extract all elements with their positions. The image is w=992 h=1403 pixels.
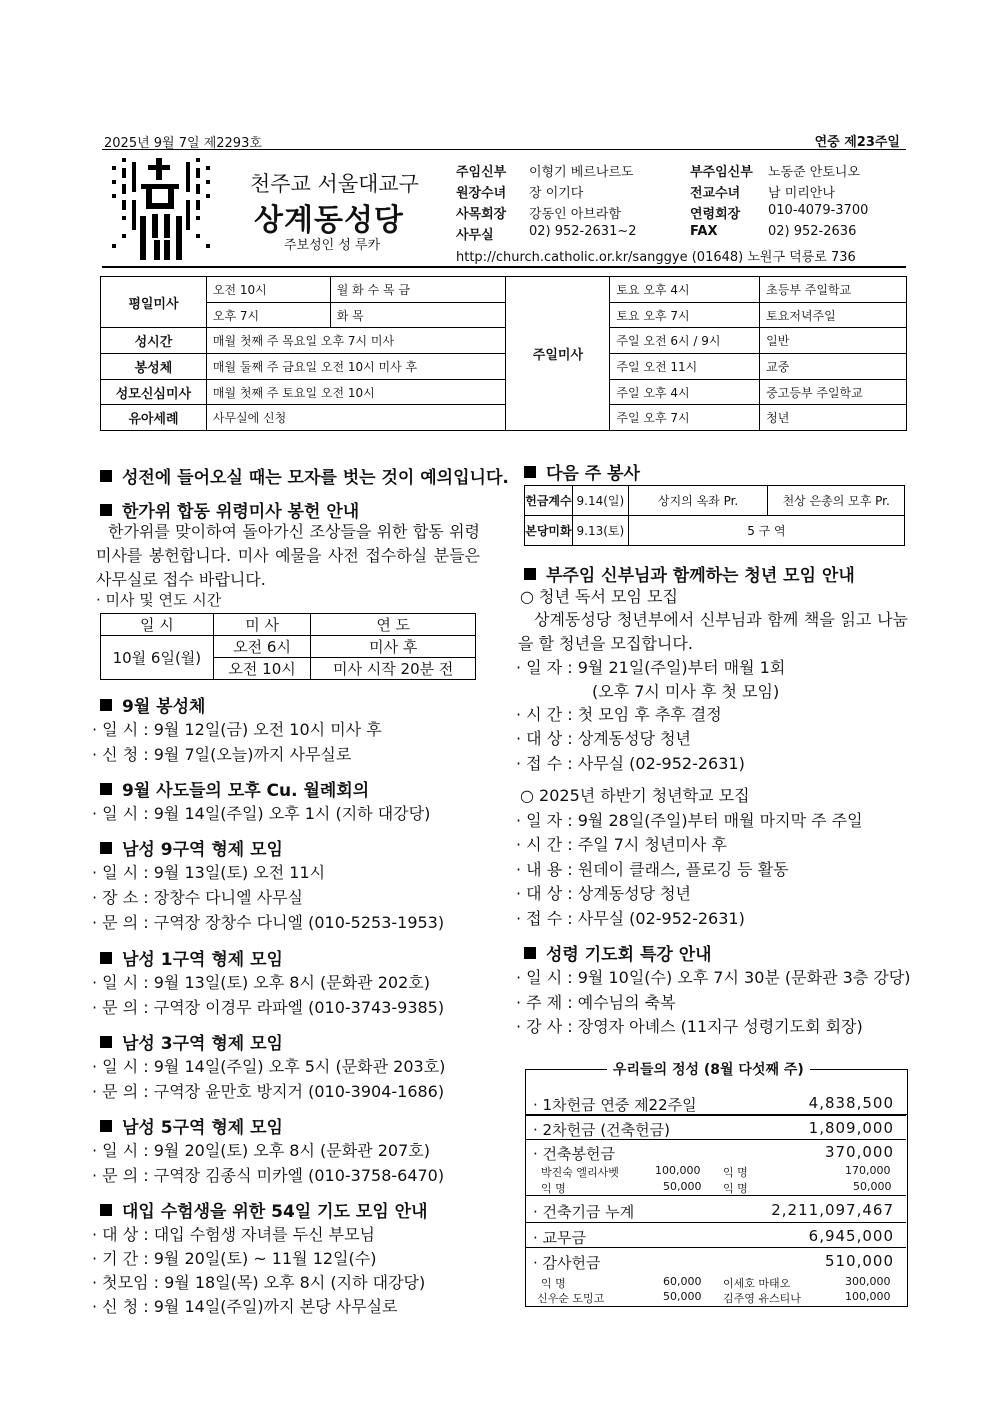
- donor-amount: 300,000: [845, 1275, 891, 1288]
- info-line: · 일 시 : 9월 10일(수) 오후 7시 30분 (문화관 3층 강당): [516, 968, 911, 987]
- sunday-time: 토요 오후 4시: [610, 277, 760, 303]
- offering-amount: 4,838,500: [808, 1094, 894, 1112]
- table-cell: 9.14(일): [572, 486, 628, 516]
- table-cell: 헌금계수: [525, 486, 573, 516]
- date-issue: 2025년 9월 7일 제2293호: [104, 136, 262, 151]
- info-label: 연령회장: [690, 207, 741, 222]
- info-value: 강동인 아브라함: [529, 207, 622, 222]
- sub-heading: ○ 청년 독서 모임 모집: [520, 587, 678, 606]
- offering-row: [525, 1089, 906, 1116]
- mass-schedule-table: [100, 276, 907, 431]
- offering-row: [525, 1223, 906, 1248]
- donor-name: 김주영 유스티나: [723, 1292, 801, 1305]
- sunday-time: 주일 오후 7시: [610, 405, 760, 431]
- square-bullet-icon: [100, 1036, 112, 1048]
- service-table: [524, 485, 905, 546]
- info-value: 노동준 안토니오: [768, 165, 861, 180]
- info-value: 남 미리안나: [768, 186, 835, 201]
- table-header: 일 시: [101, 614, 214, 636]
- sub-heading: ○ 2025년 하반기 청년학교 모집: [520, 786, 750, 805]
- info-line: · 시 간 : 첫 모임 후 추후 결정: [516, 705, 722, 724]
- eucharist-label: 봉성체: [101, 354, 207, 380]
- info-line: · 내 용 : 원데이 클래스, 플로깅 등 활동: [516, 860, 789, 879]
- offering-label: · 건축봉헌금: [533, 1145, 615, 1163]
- section-heading: 남성 3구역 형제 모임: [100, 1029, 283, 1054]
- square-bullet-icon: [100, 504, 112, 516]
- info-label: 원장수녀: [456, 186, 507, 201]
- offering-amount: 1,809,000: [808, 1119, 894, 1137]
- offering-label: · 2차헌금 (건축헌금): [533, 1121, 670, 1139]
- patron-saint: 주보성인 성 루카: [284, 238, 381, 253]
- donor-amount: 100,000: [845, 1290, 891, 1303]
- table-cell: 오전 10시: [213, 658, 311, 680]
- square-bullet-icon: [524, 947, 536, 959]
- table-cell: 5 구 역: [628, 516, 904, 546]
- info-line: · 일 시 : 9월 13일(토) 오후 8시 (문화관 202호): [92, 973, 430, 992]
- offering-label: · 감사헌금: [533, 1254, 601, 1272]
- sunday-time: 토요 오후 7시: [610, 302, 760, 328]
- donor-amount: 100,000: [655, 1164, 701, 1177]
- donor-amount: 50,000: [663, 1180, 702, 1193]
- section-heading: 다음 주 봉사: [524, 459, 640, 484]
- bulletin-header: [102, 150, 906, 268]
- square-bullet-icon: [100, 1204, 112, 1216]
- donor-amount: 50,000: [663, 1290, 702, 1303]
- section-heading: 남성 5구역 형제 모임: [100, 1113, 283, 1138]
- paragraph: 상계동성당 청년부에서 신부님과 함께 책을 읽고 나눔을 할 청년을 모집합니다.: [518, 610, 908, 653]
- section-heading: 성령 기도회 특강 안내: [524, 940, 712, 965]
- info-line: · 첫모임 : 9월 18일(목) 오후 8시 (지하 대강당): [92, 1273, 426, 1292]
- offering-amount: 370,000: [824, 1143, 894, 1161]
- info-line: · 일 시 : 9월 14일(주일) 오후 5시 (문화관 203호): [92, 1057, 446, 1076]
- mary-mass: 매월 첫째 주 토요일 오전 10시: [206, 379, 506, 405]
- sunday-who: 중고등부 주일학교: [760, 379, 907, 405]
- square-bullet-icon: [100, 842, 112, 854]
- info-line: · 대 상 : 상계동성당 청년: [516, 729, 692, 748]
- info-line: (오후 7시 미사 후 첫 모임): [592, 682, 780, 701]
- holy-hour-label: 성시간: [101, 328, 207, 354]
- info-value: 이형기 베르나르도: [529, 165, 634, 180]
- info-line: · 문 의 : 구역장 장창수 다니엘 (010-5253-1953): [92, 913, 445, 932]
- info-line: · 신 청 : 9월 7일(오늘)까지 사무실로: [92, 745, 352, 764]
- section-heading: 대입 수험생을 위한 54일 기도 모임 안내: [100, 1197, 428, 1222]
- infant-baptism-label: 유아세례: [101, 405, 207, 431]
- info-label: 전교수녀: [690, 186, 741, 201]
- section-heading: 한가위 합동 위령미사 봉헌 안내: [100, 497, 359, 522]
- section-heading: 성전에 들어오실 때는 모자를 벗는 것이 예의입니다.: [100, 463, 509, 488]
- table-cell: 상지의 옥좌 Pr.: [628, 486, 768, 516]
- top-line: [102, 130, 906, 150]
- square-bullet-icon: [100, 1120, 112, 1132]
- table-cell: 10월 6일(월): [101, 636, 214, 680]
- weekday-pm-days: 화 목: [330, 302, 506, 328]
- info-label: 주임신부: [456, 165, 507, 180]
- weekday-am: 오전 10시: [206, 277, 330, 303]
- info-line: · 장 소 : 장창수 다니엘 사무실: [92, 888, 304, 907]
- section-heading: 남성 1구역 형제 모임: [100, 945, 283, 970]
- table-cell: 오전 6시: [213, 636, 311, 658]
- offering-row: [525, 1196, 906, 1223]
- offering-row: [525, 1116, 906, 1140]
- info-label: 사목회장: [456, 207, 507, 222]
- offering-amount: 2,211,097,467: [771, 1201, 894, 1219]
- weekday-pm: 오후 7시: [206, 302, 330, 328]
- info-line: · 일 시 : 9월 13일(토) 오전 11시: [92, 863, 326, 882]
- table-cell: 천상 은총의 모후 Pr.: [768, 486, 905, 516]
- paragraph: 한가위를 맞이하여 돌아가신 조상들을 위한 합동 위령미사를 봉헌합니다. 미사 예물을 사전 접수하실 분들은 사무실로 접수 바랍니다.: [96, 522, 480, 589]
- square-bullet-icon: [100, 699, 112, 711]
- donor-name: 익 명: [541, 1182, 566, 1195]
- diocese-title: 천주교 서울대교구: [250, 172, 419, 196]
- eucharist: 매월 둘째 주 금요일 오전 10시 미사 후: [206, 354, 506, 380]
- liturgical-sunday: 연중 제23주일: [814, 135, 900, 150]
- info-line: · 강 사 : 장영자 아녜스 (11지구 성령기도회 회장): [516, 1017, 863, 1036]
- info-label: 부주임신부: [690, 165, 753, 180]
- info-value: 02) 952-2636: [768, 224, 857, 239]
- info-line: · 일 자 : 9월 28일(주일)부터 매월 마지막 주 주일: [516, 811, 863, 830]
- donor-name: 신우순 도밍고: [537, 1292, 605, 1305]
- donor-amount: 170,000: [845, 1164, 891, 1177]
- sub-heading: · 미사 및 연도 시간: [96, 591, 222, 609]
- donor-name: 이세호 마태오: [723, 1277, 791, 1290]
- square-bullet-icon: [100, 470, 112, 482]
- info-label: FAX: [690, 224, 718, 239]
- table-cell: 미사 시작 20분 전: [311, 658, 476, 680]
- sunday-time: 주일 오전 6시 / 9시: [610, 328, 760, 354]
- weekday-am-days: 월 화 수 목 금: [330, 277, 506, 303]
- donor-amount: 60,000: [663, 1275, 702, 1288]
- offering-label: · 건축기금 누계: [533, 1203, 635, 1221]
- square-bullet-icon: [100, 952, 112, 964]
- table-cell: 본당미화: [525, 516, 573, 546]
- sunday-who: 청년: [760, 405, 907, 431]
- info-line: · 대 상 : 상계동성당 청년: [516, 884, 692, 903]
- info-line: · 접 수 : 사무실 (02-952-2631): [516, 909, 745, 928]
- offering-row: [525, 1248, 906, 1306]
- sunday-mass-label: 주일미사: [506, 277, 610, 431]
- sunday-who: 토요저녁주일: [760, 302, 907, 328]
- offering-amount: 6,945,000: [808, 1227, 894, 1245]
- info-line: · 기 간 : 9월 20일(토) ~ 11월 12일(수): [92, 1249, 377, 1268]
- info-line: · 문 의 : 구역장 김종식 미카엘 (010-3758-6470): [92, 1166, 445, 1185]
- info-value: 02) 952-2631~2: [529, 224, 637, 239]
- info-line: · 일 시 : 9월 12일(금) 오전 10시 미사 후: [92, 720, 382, 739]
- info-value: 010-4079-3700: [768, 203, 869, 218]
- church-name: 상계동성당: [254, 203, 404, 238]
- sunday-who: 교중: [760, 354, 907, 380]
- offering-row: [525, 1140, 906, 1196]
- offering-rows: [525, 1069, 908, 1307]
- church-logo-icon: [108, 156, 216, 264]
- sunday-time: 주일 오전 11시: [610, 354, 760, 380]
- offering-label: · 1차헌금 연중 제22주일: [533, 1096, 697, 1114]
- section-heading: 남성 9구역 형제 모임: [100, 835, 283, 860]
- info-line: · 일 시 : 9월 20일(토) 오후 8시 (문화관 207호): [92, 1141, 430, 1160]
- memorial-mass-table: [100, 613, 476, 680]
- info-line: · 일 자 : 9월 21일(주일)부터 매월 1회: [516, 658, 786, 677]
- church-url-address: http://church.catholic.or.kr/sanggye (01648) 노원구 덕릉로 736: [456, 250, 856, 265]
- square-bullet-icon: [524, 466, 536, 478]
- offering-amount: 510,000: [824, 1252, 894, 1270]
- info-value: 장 이기다: [529, 186, 584, 201]
- sunday-who: 일반: [760, 328, 907, 354]
- section-heading: 9월 봉성체: [100, 692, 205, 717]
- info-line: · 신 청 : 9월 14일(주일)까지 본당 사무실로: [92, 1297, 398, 1316]
- section-heading: 부주임 신부님과 함께하는 청년 모임 안내: [524, 561, 855, 586]
- table-cell: 9.13(토): [572, 516, 628, 546]
- offering-label: · 교무금: [533, 1229, 587, 1247]
- info-line: · 문 의 : 구역장 윤만호 방지거 (010-3904-1686): [92, 1082, 445, 1101]
- donor-name: 익 명: [723, 1166, 748, 1179]
- info-line: · 주 제 : 예수님의 축복: [516, 993, 676, 1012]
- info-line: · 일 시 : 9월 14일(주일) 오후 1시 (지하 대강당): [92, 804, 431, 823]
- donor-name: 익 명: [541, 1277, 566, 1290]
- square-bullet-icon: [100, 783, 112, 795]
- infant-baptism: 사무실에 신청: [206, 405, 506, 431]
- offering-title: 우리들의 정성 (8월 다섯째 주): [607, 1059, 810, 1079]
- info-line: · 접 수 : 사무실 (02-952-2631): [516, 754, 745, 773]
- info-label: 사무실: [456, 228, 494, 243]
- holy-hour: 매월 첫째 주 목요일 오후 7시 미사: [206, 328, 506, 354]
- sunday-who: 초등부 주일학교: [760, 277, 907, 303]
- sunday-time: 주일 오후 4시: [610, 379, 760, 405]
- donor-name: 익 명: [723, 1182, 748, 1195]
- info-line: · 문 의 : 구역장 이경무 라파엘 (010-3743-9385): [92, 998, 445, 1017]
- table-header: 연 도: [311, 614, 476, 636]
- table-header: 미 사: [213, 614, 311, 636]
- info-line: · 시 간 : 주일 7시 청년미사 후: [516, 835, 727, 854]
- mary-mass-label: 성모신심미사: [101, 379, 207, 405]
- donor-name: 박진숙 엘리사벳: [541, 1166, 619, 1179]
- weekday-mass-label: 평일미사: [101, 277, 207, 328]
- info-line: · 대 상 : 대입 수험생 자녀를 두신 부모님: [92, 1225, 376, 1244]
- donor-amount: 50,000: [853, 1180, 892, 1193]
- table-cell: 미사 후: [311, 636, 476, 658]
- square-bullet-icon: [524, 568, 536, 580]
- section-heading: 9월 사도들의 모후 Cu. 월례회의: [100, 776, 369, 801]
